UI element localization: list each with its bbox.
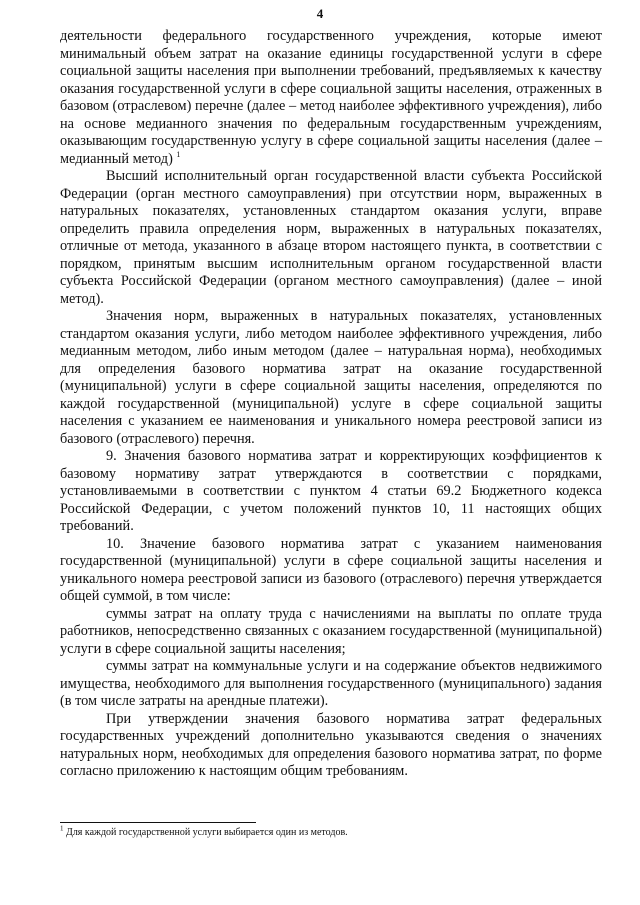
paragraph-item-9: 9. Значения базового норматива затрат и корректирующих коэффициентов к базовому нормативу затрат утверждаются в соответствии с порядками, установливаемыми в соответствии с пунктом 4 статьи 69.2 Бюджетного кодекса Российской Федерации, с учетом положений пунктов 10, 11 настоящих общих требований. (60, 448, 602, 534)
document-body (60, 28, 602, 781)
paragraph-3: Значения норм, выраженных в натуральных показателях, установленных стандартом оказания услуги, либо методом наиболее эффективного учреждения, либо медианным методом, либо иным методом (далее – натуральная норма), необходимых для определения базового норматива затрат на оказание государственной (муниципальной) услуги в сфере социальной защиты населения, определяются по каждой государственной (муниципальной) услуге в сфере социальной защиты населения с указанием ее наименования и уникального номера реестровой записи из базового (отраслевого) перечня. (60, 308, 602, 447)
footnote-reference: 1 (176, 149, 181, 159)
footnote-text: Для каждой государственной услуги выбирается один из методов. (66, 827, 348, 838)
footnote (60, 826, 602, 839)
paragraph-labor-costs: суммы затрат на оплату труда с начислениями на выплаты по оплате труда работников, непосредственно связанных с оказанием государственной (муниципальной) услуги в сфере социальной защиты населения; (60, 605, 602, 657)
paragraph-2: Высший исполнительный орган государственной власти субъекта Российской Федерации (орган местного самоуправления) при отсутствии норм, выраженных в натуральных показателях, установленных стандартом оказания услуги, вправе определить правила определения норм, выраженных в натуральных показателях, отличные от метода, указанного в абзаце втором настоящего пункта, в соответствии с порядком, принятым высшим исполнительным органом государственной власти субъекта Российской Федерации (органом местного самоуправления) (далее – иной метод). (60, 168, 602, 307)
page-number: 4 (316, 6, 324, 21)
paragraph-federal-approval: При утверждении значения базового норматива затрат федеральных государственных учреждений дополнительно указываются сведения о значениях натуральных норм, необходимых для определения базового норматива затрат, по форме согласно приложению к настоящим общим требованиям. (60, 710, 602, 779)
paragraph-1 (60, 28, 602, 168)
paragraph-item-10: 10. Значение базового норматива затрат с указанием наименования государственной (муниципальной) услуги в сфере социальной защиты населения и уникального номера реестровой записи из базового (отраслевого) перечня утверждается общей суммой, в том числе: (60, 535, 602, 604)
footnote-divider (60, 822, 256, 823)
footnote-marker: 1 (60, 824, 64, 833)
paragraph-text: деятельности федерального государственного учреждения, которые имеют минимальный объем затрат на оказание единицы государственной услуги в сфере социальной защиты населения при выполнении требований, предъявляемых к качеству оказания государственной услуги в сфере социальной защиты населения, отраженных в базовом (отраслевом) перечне (далее – метод наиболее эффективного учреждения), либо на основе медианного значения по федеральным государственным учреждениям, оказывающим государственную услугу в сфере социальной защиты населения (далее – медианный метод) (60, 28, 602, 167)
paragraph-utility-costs: суммы затрат на коммунальные услуги и на содержание объектов недвижимого имущества, необходимого для выполнения государственного (муниципального) задания (в том числе затраты на арендные платежи). (60, 658, 602, 709)
